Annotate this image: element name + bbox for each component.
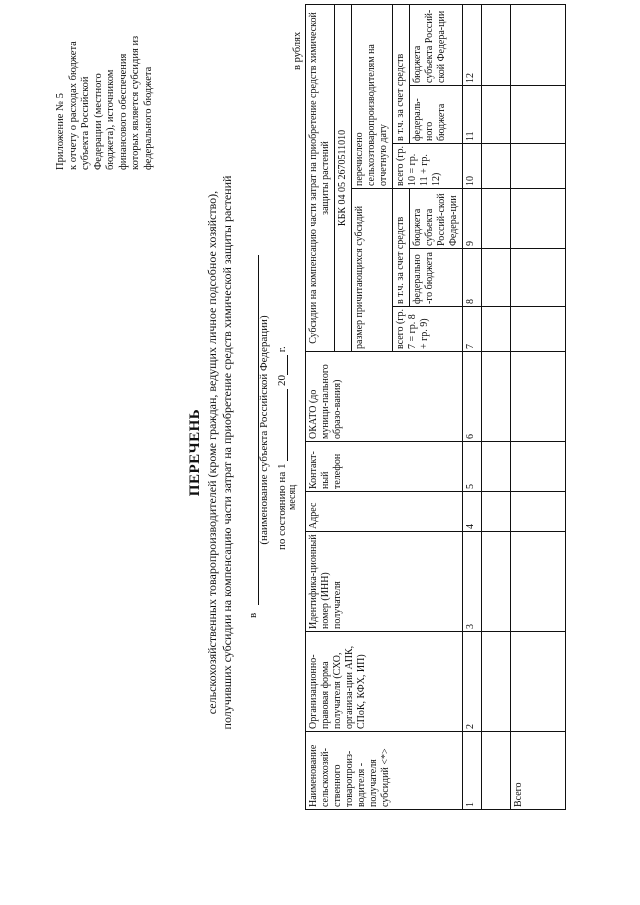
table-cell [482, 144, 511, 189]
table-cell [482, 442, 511, 492]
table-cell [511, 442, 566, 492]
table-cell [482, 189, 511, 249]
header-inn: Идентифика-ционный номер (ИНН) получателя [306, 532, 463, 632]
header-federal-transferred: федераль-ного бюджета [410, 86, 463, 144]
header-legal-form: Организационно-правовая форма получателя (СХО, организа-ции АПК, СПоК, КФХ, ИП) [306, 632, 463, 732]
as-of-prefix: по состоянию на 1 [276, 463, 288, 550]
header-incl-due: в т.ч. за счет средств [393, 189, 410, 307]
header-row [306, 4, 335, 809]
header-total-transferred: всего (гр. 10 = гр. 11 + гр. 12) [393, 144, 463, 189]
column-number: 9 [463, 189, 482, 249]
column-number: 12 [463, 4, 482, 85]
appendix-line: бюджета), источником [105, 69, 116, 170]
table-cell [511, 86, 566, 144]
appendix-line: финансового обеспечения [117, 53, 129, 170]
appendix-line: субъекта Российской [80, 76, 91, 170]
column-number: 6 [463, 352, 482, 442]
header-federal-due: федерально-го бюджета [410, 249, 463, 307]
month-blank [275, 389, 288, 461]
table-row [482, 4, 511, 809]
header-incl-transferred: в т.ч. за счет средств [393, 4, 410, 143]
header-kbk: КБК 04 05 2670511010 [335, 4, 352, 351]
column-number: 11 [463, 86, 482, 144]
column-number: 7 [463, 307, 482, 352]
header-subsidy: Субсидии на компенсацию части затрат на приобретение средств химической защиты растений [306, 4, 335, 351]
table-cell [511, 249, 566, 307]
appendix-line: Федерации (местного [92, 73, 104, 170]
table-cell [482, 4, 511, 85]
table-cell [482, 307, 511, 352]
table-cell [482, 492, 511, 532]
year-suffix: г. [276, 346, 288, 353]
column-number: 1 [463, 732, 482, 810]
appendix-line: Приложение № 5 [55, 93, 66, 170]
header-okato: ОКАТО (до муници-пального образо-вания) [306, 352, 463, 442]
header-transferred: перечислено сельхозтоваропроизводителям на отчетную дату [352, 4, 393, 188]
total-row [511, 4, 566, 809]
header-due: размер причитающихся субсидий [352, 189, 393, 352]
table-cell [482, 532, 511, 632]
table-cell [482, 86, 511, 144]
appendix-line: которых является субсидия из [130, 35, 141, 170]
column-number-row [463, 4, 482, 809]
table-cell [511, 352, 566, 442]
header-regional-transferred: бюджета субъекта Россий-ской Федера-ции [410, 4, 463, 85]
column-number: 10 [463, 144, 482, 189]
table-cell [511, 307, 566, 352]
region-caption: (наименование субъекта Российской Федерации) [258, 315, 270, 545]
header-total-due: всего (гр. 7 = гр. 8 + гр. 9) [393, 307, 463, 352]
recipients-table [305, 4, 566, 810]
month-caption: месяц [287, 484, 298, 510]
total-label: Всего [511, 732, 566, 810]
appendix-line: федерального бюджета [142, 66, 154, 170]
column-number: 4 [463, 492, 482, 532]
table-cell [482, 632, 511, 732]
column-number: 2 [463, 632, 482, 732]
subtitle-line-2: получивших субсидии на компенсацию части затрат на приобретение средств химической защиты растений [220, 175, 234, 730]
header-address: Адрес [306, 492, 463, 532]
table-cell [511, 144, 566, 189]
column-number: 8 [463, 249, 482, 307]
table-cell [482, 249, 511, 307]
header-phone: Контакт-ный телефон [306, 442, 463, 492]
table-cell [511, 632, 566, 732]
subtitle-line-1: сельскохозяйственных товаропроизводителей (кроме граждан, ведущих личное подсобное хозяйство), [205, 190, 219, 715]
header-regional-due: бюджета субъекта Россий-ской Федера-ции [410, 189, 463, 249]
table-cell [511, 532, 566, 632]
table-cell [482, 352, 511, 442]
document-title: ПЕРЕЧЕНЬ [187, 408, 203, 497]
header-recipient-name: Наименование сельскохозяй-ственного товаропроиз-водителя - получателя субсидий <*> [306, 732, 463, 810]
table-cell [482, 732, 511, 810]
table-cell [511, 4, 566, 85]
table-cell [511, 492, 566, 532]
appendix-note [55, 5, 155, 170]
column-number: 5 [463, 442, 482, 492]
year-blank [275, 355, 288, 375]
year-prefix: 20 [276, 375, 288, 387]
column-number: 3 [463, 532, 482, 632]
preposition-v: в [247, 612, 259, 618]
as-of-date [275, 346, 288, 550]
appendix-line: к отчету о расходах бюджета [67, 41, 79, 170]
table-cell [511, 189, 566, 249]
units-label: в рублях [292, 31, 303, 70]
